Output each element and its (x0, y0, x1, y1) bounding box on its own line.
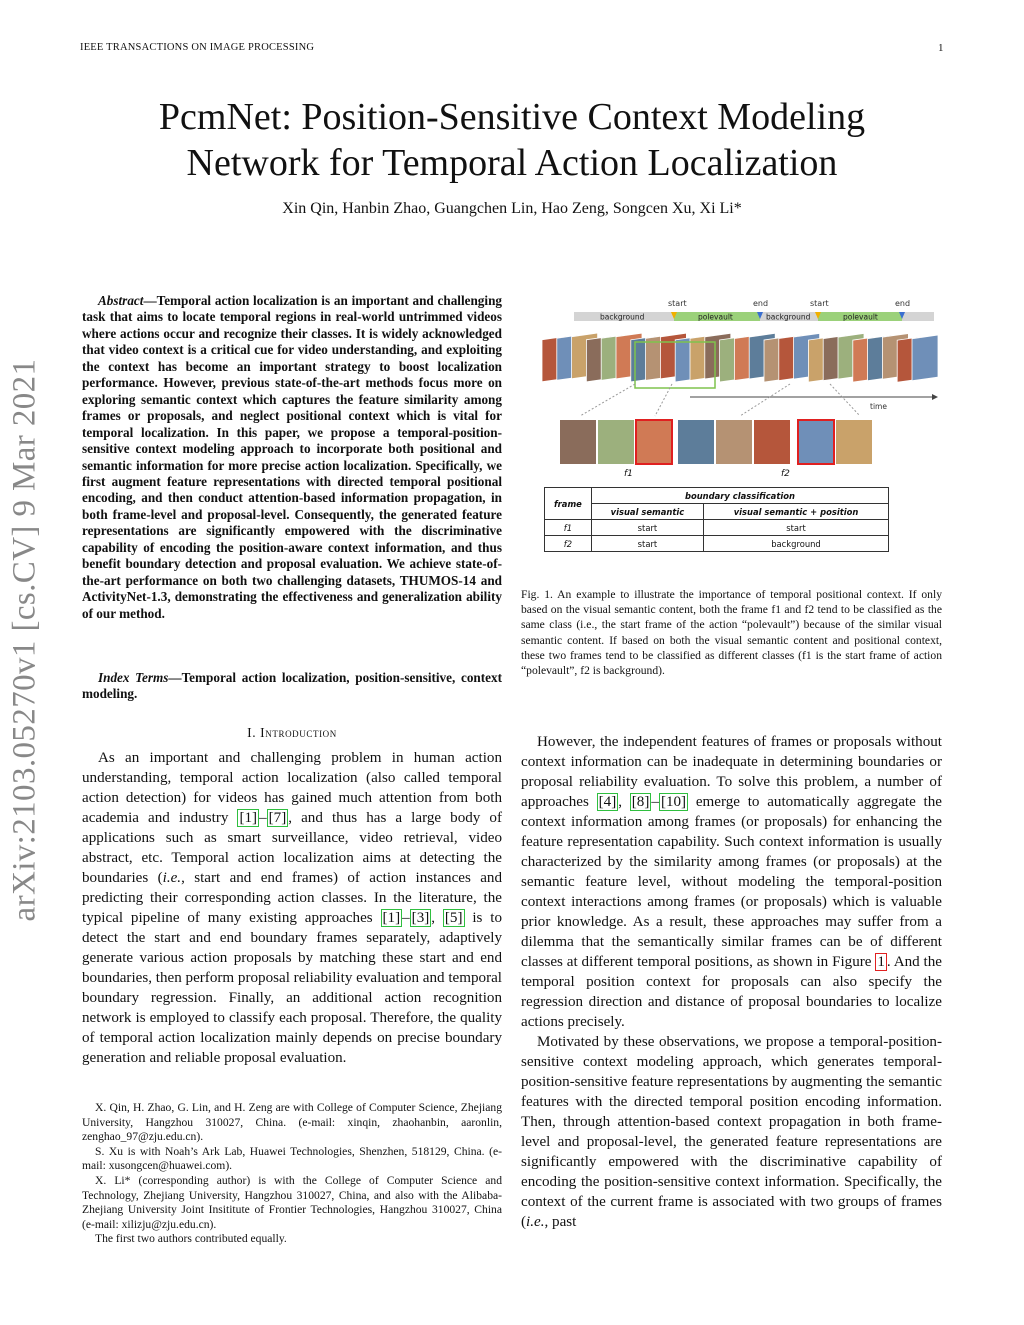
table-col-visual-semantic: visual semantic (591, 504, 703, 520)
frame-thumbnail (560, 420, 596, 464)
time-label: time (870, 402, 887, 411)
right-column-body (521, 732, 942, 1232)
figure-caption: Fig. 1. An example to illustrate the importance of temporal positional context. If only based on the visual semantic content, both the frame f1 and f2 tend to be classified as the same class (i.e., the start frame of the action “polevault”) because of the similar visual semantic content. If based on both the visual semantic content and positional context, these two frames tend to be classified as different classes (f1 is the start frame of action “polevault”, f2 is background). (521, 588, 942, 678)
citation-link[interactable]: [7] (268, 810, 287, 826)
timeline-label: start (668, 299, 687, 308)
paper-title (60, 94, 964, 186)
frame-thumbnail (798, 420, 834, 464)
frame-thumbnail (598, 420, 634, 464)
citation-link[interactable]: [3] (411, 910, 430, 926)
table-row: f2 start background (545, 536, 889, 552)
segment-label: background (600, 312, 645, 322)
citation-link[interactable]: [4] (598, 794, 617, 810)
running-head: IEEE TRANSACTIONS ON IMAGE PROCESSING (80, 42, 315, 53)
frame-thumbnail (636, 420, 672, 464)
citation-link[interactable]: [1] (382, 910, 401, 926)
paragraph: However, the independent features of frames or proposals without context information can be inadequate in determining boundaries or proposal reliability evaluation. To solve this problem, a number of approaches [4] , [8] – [10] emerge to automatically aggregate the context information among frames (or proposals) for enhancing the feature representation capability. Such context information is usually characterized by the similarity among frames (or proposals) at the semantic feature level, without modeling the temporal-position context interactions among frames (or proposals) which is valuable prior knowledge. As a result, these approaches may suffer from a dilemma that the semantically similar frames can be of different classes at different temporal positions, as shown in Figure 1 . And the temporal position context for proposals can also specify the regression direction and distance of proposal boundaries to localize actions precisely. (521, 734, 942, 1030)
time-arrow-icon (932, 394, 938, 400)
table-col-visual-semantic-position: visual semantic + position (704, 504, 889, 520)
footnote: X. Li* (corresponding author) is with the College of Computer Science and Technology, Zhejiang University, Hangzhou 310027, China, and also with the Alibaba-Zhejiang University Joint Insititute of Frontier Technologies, Hangzhou 310027, China (e-mail: xilizju@zju.edu.cn). (82, 1173, 502, 1231)
table-header-frame: frame (545, 488, 592, 520)
citation-link[interactable]: [8] (631, 794, 650, 810)
figure-link[interactable]: 1 (877, 954, 885, 970)
frame-thumbnail (836, 420, 872, 464)
boundary-classification-table (544, 487, 889, 552)
index-terms-text: —Temporal action localization, position-sensitive, context modeling. (82, 670, 502, 702)
footnotes (82, 1101, 502, 1247)
timeline-label: end (895, 299, 911, 308)
index-terms-label: Index Terms (98, 670, 169, 685)
figure-illustration (540, 296, 940, 486)
segment-label: background (766, 312, 811, 322)
figure-1 (540, 296, 940, 566)
abstract-label: Abstract (98, 293, 144, 308)
section-number: I. (247, 725, 257, 740)
frame-thumbnail (754, 420, 790, 464)
frame-thumbnail (678, 420, 714, 464)
section-title: Introduction (260, 725, 337, 740)
citation-link[interactable]: [5] (444, 910, 463, 926)
footnote: The first two authors contributed equally. (95, 1232, 287, 1246)
timeline-label: start (810, 299, 829, 308)
citation-link[interactable]: [10] (660, 794, 687, 810)
segment-background (902, 312, 934, 321)
video-frame (912, 335, 938, 381)
frame-thumbnail (716, 420, 752, 464)
paragraph: Motivated by these observations, we propose a temporal-position-sensitive context modeling approach, which generates temporal-position-sensitive feature representations by augmenting the semantic features with the directed temporal position encoding information. Then, through attention-based context propagation in both frame-level and proposal-level, the generated feature representations are significantly empowered with the discriminative capability of encoding the position-sensitive context information. Specifically, the context of the current frame is associated with two groups of frames (i.e., past (521, 1034, 942, 1230)
connector (655, 384, 672, 416)
abstract-text: —Temporal action localization is an important and challenging task that aims to locate temporal regions in real-world untrimmed videos where actions occur and recognize their classes. It is widely acknowledged that video context is a critical cue for video understanding, and exploiting the context has become an important strategy to boost localization performance. However, previous state-of-the-art methods focus more on exploring semantic context which captures the feature similarity among frames or proposals, and neglect positional context which is vital for temporal localization. In this paper, we propose a temporal-position-sensitive context modeling approach to incorporate both positional and semantic information for more precise action localization. Specifically, we first augment feature representations with directed temporal positional encoding, and then conduct attention-based information propagation, in both frame-level and proposal-level. Consequently, the generated feature representations are significantly empowered with the discriminative capability of encoding the position-aware context information, and thus benefit boundary detection and proposal evaluation. We achieve state-of-the-art performance on both two challenging datasets, THUMOS-14 and ActivityNet-1.3, demonstrating the effectiveness and generalization ability of our method. (82, 293, 502, 621)
video-frame-strip (542, 333, 938, 388)
segment-label: polevault (843, 312, 878, 322)
title-line-1: PcmNet: Position-Sensitive Context Modeling (158, 96, 866, 138)
abstract (82, 293, 502, 622)
frame-label-f1: f1 (624, 469, 633, 479)
table-row: f1 start start (545, 520, 889, 536)
connector (580, 384, 635, 416)
title-line-2: Network for Temporal Action Localization (186, 142, 838, 184)
connector (830, 384, 860, 416)
timeline-label: end (753, 299, 769, 308)
page-number: 1 (938, 42, 944, 54)
citation-link[interactable]: [1] (239, 810, 258, 826)
segment-label: polevault (698, 312, 733, 322)
frame-label-f2: f2 (781, 469, 790, 479)
section-heading (82, 725, 502, 741)
index-terms (82, 670, 502, 703)
author-list: Xin Qin, Hanbin Zhao, Guangchen Lin, Hao Zeng, Songcen Xu, Xi Li* (282, 200, 742, 217)
intro-paragraph-1: As an important and challenging problem in human action understanding, temporal action localization (also called temporal action detection) for videos has gained much attention from both academia and industry [1] – [7] , and thus has a large body of applications such as smart surveillance, video retrieval, video abstract, etc. Temporal action localization aims at detecting the boundaries (i.e., start and end frames) of action instances and predicting their corresponding action classes. In the literature, the typical pipeline of many existing approaches [1] – [3] , [5] is to detect the start and end boundary frames separately, adaptively generate various action proposals by matching these start and end boundaries, then perform proposal reliability evaluation and temporal boundary regression. Finally, an additional action recognition network is employed to classify each proposal. Therefore, the quality of temporal action localization mainly depends on precise boundary generation and reliable proposal evaluation. (82, 750, 503, 1066)
thumbnail-row (560, 420, 872, 464)
footnote: X. Qin, H. Zhao, G. Lin, and H. Zeng are with College of Computer Science, Zhejiang University, Hangzhou 310027, China. (e-mail: xinqin, zhaohanbin, aaronlin, zenghao_97@zju.edu.cn). (82, 1101, 502, 1144)
footnote: S. Xu is with Noah’s Ark Lab, Huawei Technologies, Shenzhen, 518129, China. (e-mail: xusongcen@huawei.com). (82, 1144, 502, 1173)
arxiv-id: arXiv:2103.05270v1 [cs.CV] 9 Mar 2021 (6, 358, 43, 922)
arxiv-watermark (2, 350, 48, 930)
table-header-group: boundary classification (591, 488, 888, 504)
connector (740, 384, 790, 416)
